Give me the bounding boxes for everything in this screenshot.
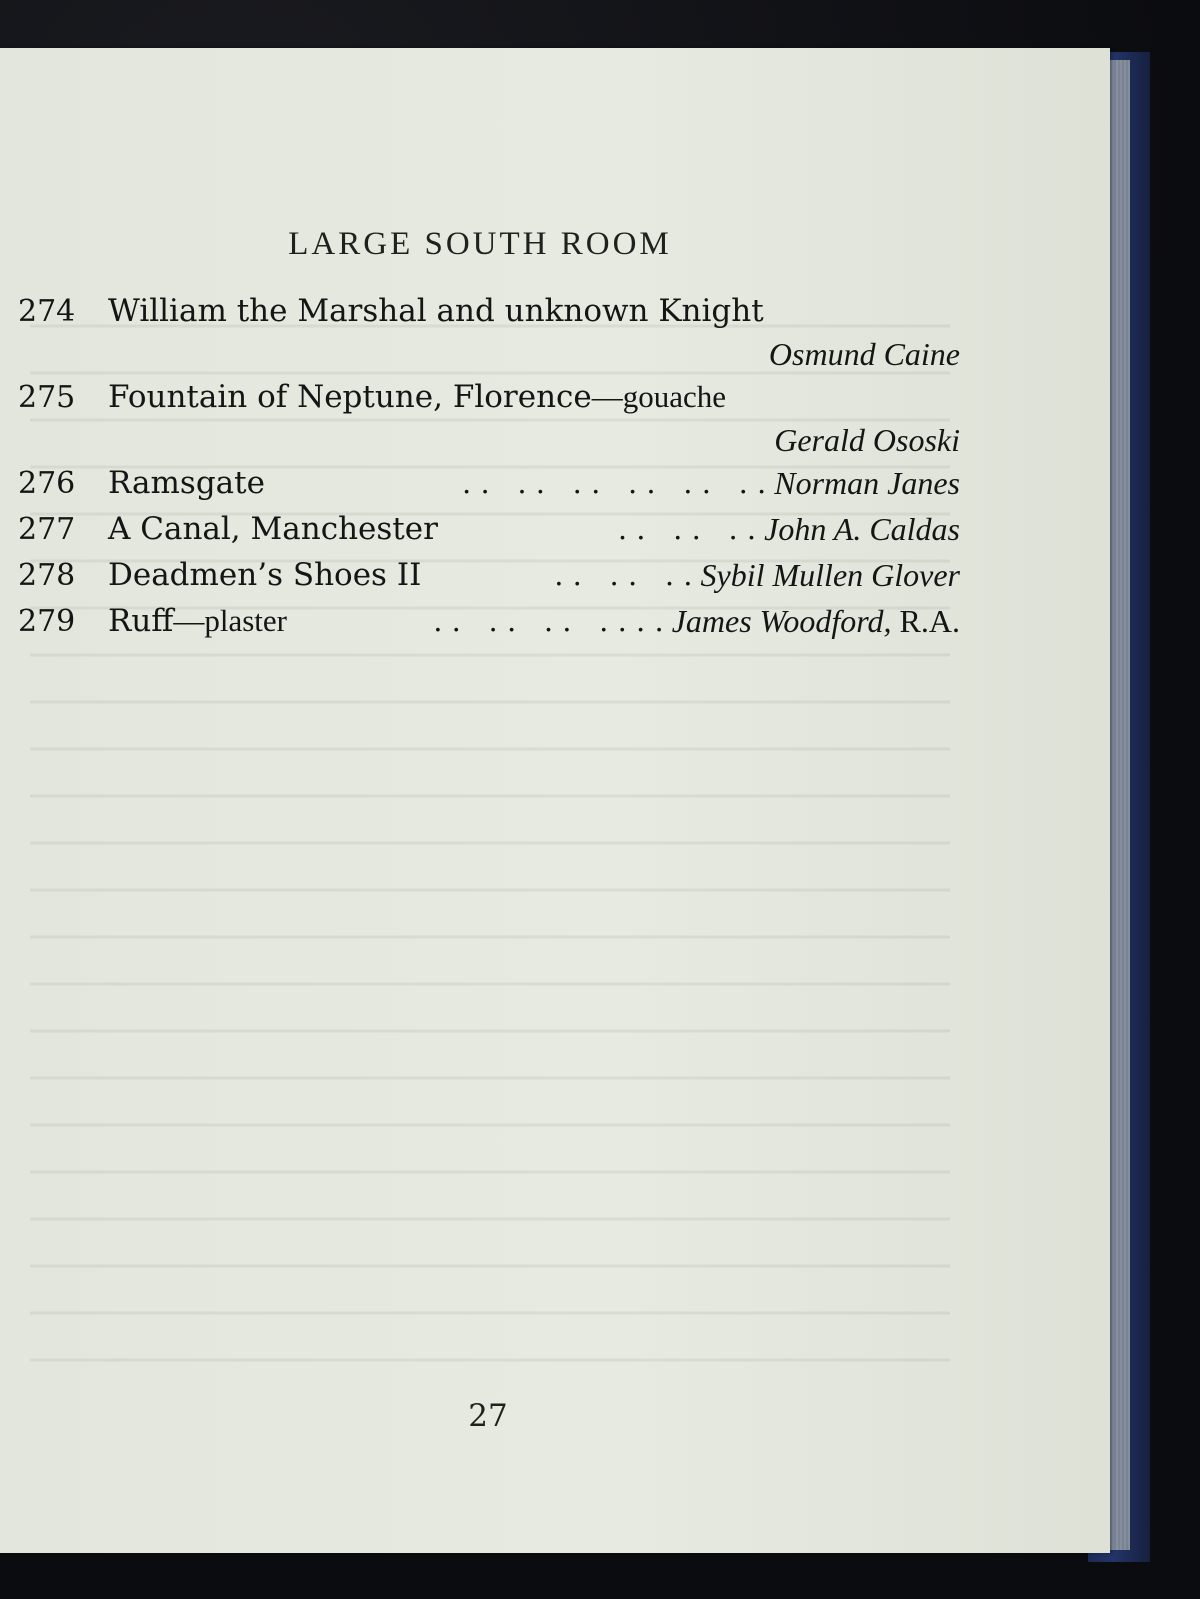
catalogue-entry [18,552,960,598]
entry-number: 275 [18,379,76,415]
book-page [0,48,1110,1553]
catalogue-entry [18,598,960,644]
entry-artist: Osmund Caine [768,335,960,372]
entry-row [18,460,960,506]
catalogue-entry [18,506,960,552]
entry-row [18,598,960,644]
leader-dots: . . . . . . . . . . [433,604,664,638]
entry-title: Ramsgate [108,465,265,501]
leader-dots: . . . . . . . . . . . . [452,466,767,500]
entry-row [18,288,960,334]
catalogue-entry [18,460,960,506]
page-number: 27 [468,1398,508,1434]
catalogue-entries [18,288,960,644]
artist-name: James Woodford, [671,602,892,639]
entry-artist: Gerald Ososki [774,421,960,458]
catalogue-entry [18,374,960,460]
entry-medium: —gouache [591,379,727,414]
entry-row [18,374,960,420]
entry-number: 279 [18,603,76,639]
leader-dots: . . . . . . [545,558,693,592]
entry-title: William the Marshal and unknown Knight [108,293,764,329]
entry-title: Ruff [108,603,174,639]
entry-title: Deadmen’s Shoes II [108,557,422,593]
entry-artist [672,603,960,640]
room-heading: LARGE SOUTH ROOM [288,226,672,262]
artist-line [18,334,960,374]
entry-medium: —plaster [173,603,287,638]
catalogue-entry [18,288,960,374]
leader-dots: . . . . . . [617,512,757,546]
artist-suffix: R.A. [891,602,960,639]
entry-title: A Canal, Manchester [108,511,438,547]
entry-artist: Norman Janes [774,464,960,501]
entry-number: 277 [18,511,76,547]
entry-number: 278 [18,557,76,593]
entry-artist: Sybil Mullen Glover [700,556,960,593]
entry-artist: John A. Caldas [764,510,960,547]
entry-row [18,506,960,552]
artist-line [18,420,960,460]
entry-number: 274 [18,293,76,329]
entry-row [18,552,960,598]
entry-number: 276 [18,465,76,501]
entry-title: Fountain of Neptune, Florence [108,379,592,415]
